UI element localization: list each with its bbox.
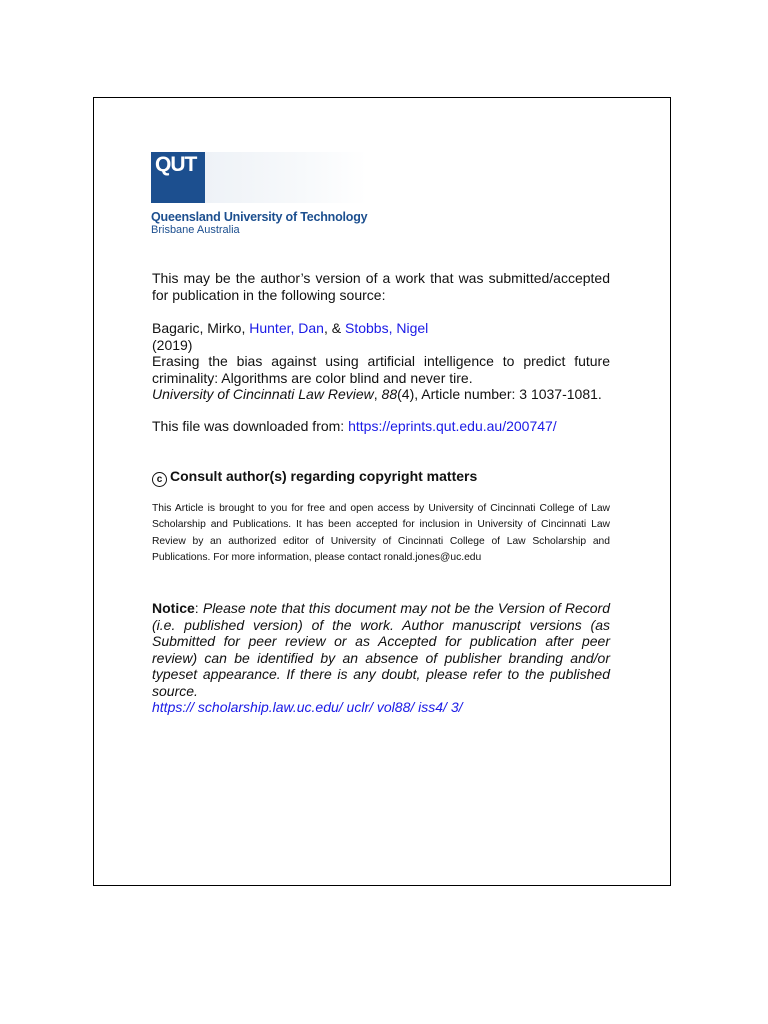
access-note: This Article is brought to you for free and open access by University of Cincinnati College of Law Scholarship and Publications. It has been accepted for inclusion in University of Cincinnati Law Review by an authorized editor of University of Cincinnati College of Law Scholarship and Publications. For more information, please contact ronald.jones@uc.edu bbox=[152, 503, 610, 564]
source-link-line bbox=[152, 699, 610, 716]
qut-logo-text: QUT bbox=[155, 153, 197, 176]
citation-title: Erasing the bias against using artificial intelligence to predict future criminality: Algorithms are color blind and never tire. bbox=[152, 353, 610, 386]
author-link-hunter[interactable]: Hunter, Dan bbox=[249, 320, 324, 336]
copyright-icon: c bbox=[152, 472, 167, 487]
org-location: Brisbane Australia bbox=[151, 224, 240, 236]
notice-paragraph: Notice: Please note that this document may not be the Version of Record (i.e. published version) of the work. Author manuscript versions (as Submitted for peer review or as Accepted for publication after peer review) can be identified by an absence of publisher branding and/or typeset appearance. If there is any doubt, please refer to the published source. bbox=[152, 600, 610, 699]
citation-authors: Bagaric, Mirko, Hunter, Dan, & Stobbs, Nigel bbox=[152, 320, 429, 336]
author-link-stobbs[interactable]: Stobbs, Nigel bbox=[344, 320, 429, 336]
citation-journal: University of Cincinnati Law Review, 88(4), Article number: 3 1037-1081. bbox=[152, 386, 602, 402]
logo-banner bbox=[205, 152, 367, 203]
notice-label: Notice bbox=[152, 600, 195, 616]
eprints-link[interactable]: https://eprints.qut.edu.au/200747/ bbox=[348, 418, 557, 434]
download-line: This file was downloaded from: https://eprints.qut.edu.au/200747/ bbox=[152, 418, 557, 434]
intro-paragraph: This may be the author’s version of a work that was submitted/accepted for publication in the following source: bbox=[152, 270, 610, 303]
citation-year: (2019) bbox=[152, 336, 193, 353]
copyright-notice: c Consult author(s) regarding copyright matters bbox=[152, 468, 610, 487]
notice-text: Please note that this document may not be the Version of Record (i.e. published version) of the work. Author manuscript versions (as Submitted for peer review or as Accepted for publication after peer review) can be identified by an absence of publisher branding and/or typeset appearance. If there is any doubt, please refer to the published source. bbox=[152, 600, 610, 699]
qut-logo bbox=[151, 152, 205, 203]
org-name: Queensland University of Technology bbox=[151, 210, 368, 224]
source-link[interactable]: https:// scholarship.law.uc.edu/ uclr/ vol88/ iss4/ 3/ bbox=[152, 699, 463, 715]
citation bbox=[152, 320, 610, 403]
